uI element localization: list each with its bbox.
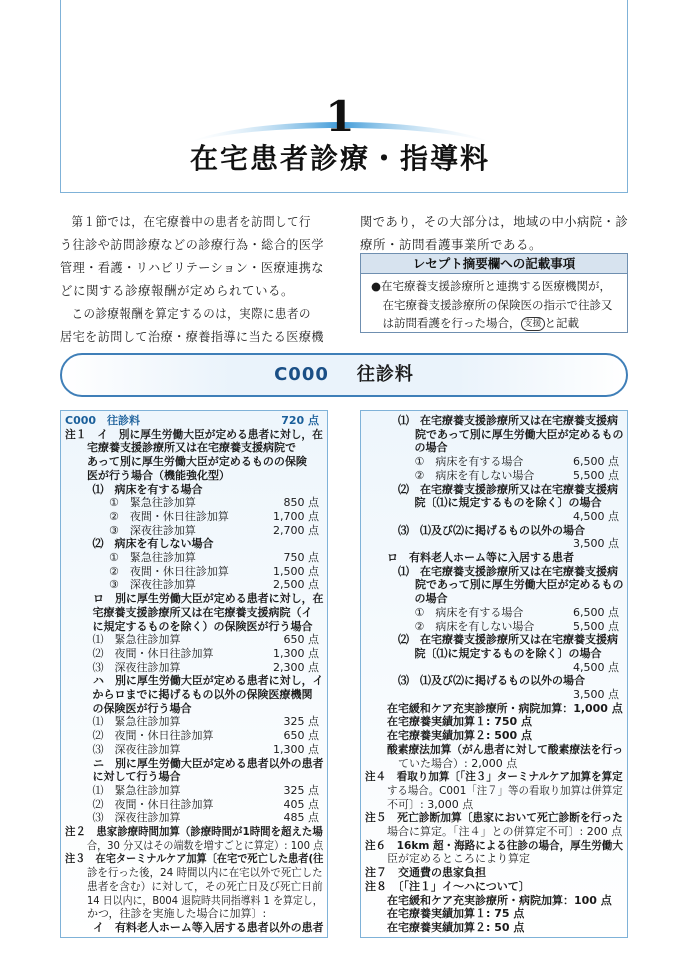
entry-text: ⑵ 在宅療養支援診療所又は在宅療養支援病 xyxy=(398,633,618,647)
entry-text: ⑵ 夜間・休日往診加算 xyxy=(92,797,214,811)
left-column xyxy=(60,410,328,938)
entry-text: ⑴ 緊急往診加算 xyxy=(92,633,181,647)
entry-points: 2,700 点 xyxy=(273,523,319,537)
entry-text: ⑴ 在宅療養支援診療所又は在宅療養支援病 xyxy=(398,564,618,578)
entry-text: 診を行った後，24 時間以内に在宅以外で死亡した xyxy=(87,866,323,880)
entry-text: 14 日以内に，B004 退院時共同指導料 1 を算定し， xyxy=(87,893,323,907)
entry-text: ① 緊急往診加算 xyxy=(109,551,196,564)
receipt-heading: レセプト摘要欄への記載事項 xyxy=(361,254,627,274)
entry-text: あって別に厚生労働大臣が定めるものの保険 xyxy=(87,455,307,469)
entry-points: 1,500 点 xyxy=(273,564,319,578)
entry-text: ⑶ 深夜往診加算 xyxy=(92,660,181,674)
entry-text: 患者を含む）に対して，その死亡日及び死亡日前 xyxy=(87,879,323,893)
entry-points: 850 点 xyxy=(283,496,319,510)
entry-text: ⑴ 緊急往診加算 xyxy=(92,783,181,797)
entry-text: ⑵ 夜間・休日往診加算 xyxy=(92,646,214,660)
entry-text: 院であって別に厚生労働大臣が定めるもの xyxy=(414,427,623,441)
entry-text: 注１ イ 別に厚生労働大臣が定める患者に対し，在 xyxy=(65,427,323,441)
intro-line: う往診や訪問診療などの診療行為・総合的医学 xyxy=(60,237,325,252)
entry-text: ③ 深夜往診加算 xyxy=(109,523,196,537)
entry-text: 注２ 患家診療時間加算（診療時間が1時間を超えた場 xyxy=(65,825,323,838)
entry-text: 在宅緩和ケア充実診療所・病院加算：1,000 点 xyxy=(387,701,623,715)
intro-line: 関であり，その大部分は，地域の中小病院・診 xyxy=(360,214,629,229)
entry-text: 注７ 交通費の患家負担 xyxy=(365,866,486,880)
entry-text: 宅療養支援診療所又は在宅療養支援病院で xyxy=(87,441,296,455)
entry-points: 650 点 xyxy=(283,633,319,647)
receipt-body xyxy=(361,274,627,333)
receipt-line-text: は訪問看護を行った場合， xyxy=(382,316,521,330)
entry-text: 在宅療養実績加算１: 75 点 xyxy=(387,907,525,921)
entry-text: からロまでに掲げるもの以外の保険医療機関 xyxy=(92,688,313,701)
support-badge: 支援 xyxy=(521,317,545,331)
section-name: 往診料 xyxy=(356,364,414,385)
entry-text: 注５ 死亡診断加算〔患家において死亡診断を行った xyxy=(365,811,623,825)
section-banner xyxy=(60,353,628,397)
entry-points: 325 点 xyxy=(283,783,319,797)
entry-text: ② 病床を有しない場合 xyxy=(414,619,535,633)
entry-text: かつ，往診を実施した場合に加算〕: xyxy=(87,907,267,921)
entry-text: 在宅緩和ケア充実診療所・病院加算：100 点 xyxy=(387,893,612,907)
entry-text: ⑶ 深夜往診加算 xyxy=(92,811,181,825)
entry-points: 2,300 点 xyxy=(273,660,319,674)
entry-text: ① 病床を有する場合 xyxy=(414,605,524,619)
entry-points: 1,700 点 xyxy=(273,509,319,523)
entry-text: ③ 深夜往診加算 xyxy=(109,578,196,592)
entry-points: 4,500 点 xyxy=(573,660,619,674)
entry-points: 485 点 xyxy=(283,811,319,825)
entry-text: の場合 xyxy=(414,592,448,606)
entry-points: 720 点 xyxy=(281,414,319,427)
entry-text: 場合に算定。「注４」との併算定不可〕: 200 点 xyxy=(387,825,623,838)
entry-points: 1,300 点 xyxy=(273,646,319,660)
entry-text: ⑴ 緊急往診加算 xyxy=(92,715,181,729)
intro-line: 療所・訪問看護事業所である。 xyxy=(360,237,543,252)
entry-text: 注４ 看取り加算〔「注３」ターミナルケア加算を算定 xyxy=(365,770,623,784)
entry-text: ② 病床を有しない場合 xyxy=(414,468,535,482)
intro-line: この診療報酬を算定するのは，実際に患者の xyxy=(71,306,311,321)
intro-line: 居宅を訪問して治療・療養指導に当たる医療機 xyxy=(60,329,325,344)
entry-text: ② 夜間・休日往診加算 xyxy=(109,509,229,523)
intro-left-text xyxy=(60,210,324,348)
entry-text: ロ 別に厚生労働大臣が定める患者に対し，在 xyxy=(92,592,324,606)
entry-text: 在宅療養実績加算２: 50 点 xyxy=(387,920,525,934)
entry-text: ① 病床を有する場合 xyxy=(414,455,524,469)
entry-text: 注３ 在宅ターミナルケア加算〔在宅で死亡した患者(往 xyxy=(65,852,324,866)
receipt-line-text: と記載 xyxy=(544,316,580,330)
entry-points: 5,500 点 xyxy=(573,619,619,633)
entry-text: ⑶ 深夜往診加算 xyxy=(92,742,181,756)
entry-text: 在宅療養実績加算２: 500 点 xyxy=(387,729,533,743)
entry-points: 2,500 点 xyxy=(273,578,319,592)
entry-text: 在宅療養実績加算１: 750 点 xyxy=(387,715,533,729)
entry-text: ⑵ 夜間・休日往診加算 xyxy=(92,729,214,743)
entry-points: 6,500 点 xyxy=(573,605,619,619)
entry-text: 不可〕: 3,000 点 xyxy=(387,797,474,811)
entry-text: の場合 xyxy=(414,441,448,455)
entry-text: する場合。C001「注７」等の看取り加算は併算定 xyxy=(387,783,623,797)
entry-text: 医が行う場合（機能強化型） xyxy=(87,468,230,482)
receipt-line: ●在宅療養支援診療所と連携する医療機関が， xyxy=(371,279,612,293)
entry-text: ていた場合）: 2,000 点 xyxy=(398,756,518,770)
entry-text: ② 夜間・休日往診加算 xyxy=(109,564,229,578)
entry-text: ① 緊急往診加算 xyxy=(109,496,196,510)
entry-text: 院〔⑴に規定するものを除く〕の場合 xyxy=(414,646,602,660)
entry-text: ⑶ ⑴及び⑵に掲げるもの以外の場合 xyxy=(398,674,585,688)
entry-text: 注８ 〔「注１」イ～ハについて〕 xyxy=(365,879,530,893)
entry-text: 院であって別に厚生労働大臣が定めるもの xyxy=(414,578,623,592)
entry-text: ⑵ 病床を有しない場合 xyxy=(92,537,214,551)
entry-text: 宅療養支援診療所又は在宅療養支援病院（イ xyxy=(92,605,313,619)
section-code: C000 xyxy=(274,364,329,385)
chapter-number: 1 xyxy=(325,92,355,141)
entry-text: 合，30 分又はその端数を増すごとに算定）: 100 点 xyxy=(87,838,324,852)
entry-points: 5,500 点 xyxy=(573,468,619,482)
chapter-title: 在宅患者診療・指導料 xyxy=(189,142,490,175)
entry-points: 650 点 xyxy=(283,729,319,743)
entry-text: ニ 別に厚生労働大臣が定める患者以外の患者 xyxy=(92,756,324,770)
receipt-notes-box xyxy=(360,253,628,333)
intro-line: 管理・看護・リハビリテーション・医療連携な xyxy=(60,260,325,275)
intro-right-text xyxy=(360,210,628,256)
entry-text: ロ 有料老人ホーム等に入居する患者 xyxy=(387,551,574,564)
entry-points: 3,500 点 xyxy=(573,688,619,701)
entry-points: 3,500 点 xyxy=(573,537,619,551)
intro-line: 第１節では，在宅療養中の患者を訪問して行 xyxy=(71,214,311,229)
entry-points: 6,500 点 xyxy=(573,455,619,469)
entry-points: 325 点 xyxy=(283,715,319,729)
entry-text: に規定するものを除く）の保険医が行う場合 xyxy=(92,619,313,633)
entry-text: C000 往診料 xyxy=(65,414,141,427)
entry-text: ハ 別に厚生労働大臣が定める患者に対し，イ xyxy=(92,674,324,688)
intro-line: どに関する診療報酬が定められている。 xyxy=(60,283,295,298)
entry-text: に対して行う場合 xyxy=(92,770,181,784)
entry-points: 1,300 点 xyxy=(273,742,319,756)
entry-text: 酸素療法加算（がん患者に対して酸素療法を行っ xyxy=(387,742,623,756)
entry-text: イ 有料老人ホーム等入居する患者以外の患者 xyxy=(92,920,324,934)
receipt-line: 在宅療養支援診療所の保険医の指示で往診又 xyxy=(382,297,613,312)
entry-text: 臣が定めるところにより算定 xyxy=(387,852,530,866)
entry-text: 注６ 16km 超・海路による往診の場合，厚生労働大 xyxy=(365,838,623,852)
entry-text: ⑵ 在宅療養支援診療所又は在宅療養支援病 xyxy=(398,482,618,496)
entry-text: ⑴ 病床を有する場合 xyxy=(92,482,203,496)
receipt-line xyxy=(371,314,621,333)
entry-points: 4,500 点 xyxy=(573,509,619,523)
right-column xyxy=(360,410,628,938)
entry-text: の保険医が行う場合 xyxy=(92,701,192,715)
entry-text: ⑴ 在宅療養支援診療所又は在宅療養支援病 xyxy=(398,414,618,427)
entry-points: 750 点 xyxy=(283,551,319,564)
entry-text: 院〔⑴に規定するものを除く〕の場合 xyxy=(414,496,602,510)
entry-points: 405 点 xyxy=(283,797,319,811)
entry-text: ⑶ ⑴及び⑵に掲げるもの以外の場合 xyxy=(398,523,585,537)
